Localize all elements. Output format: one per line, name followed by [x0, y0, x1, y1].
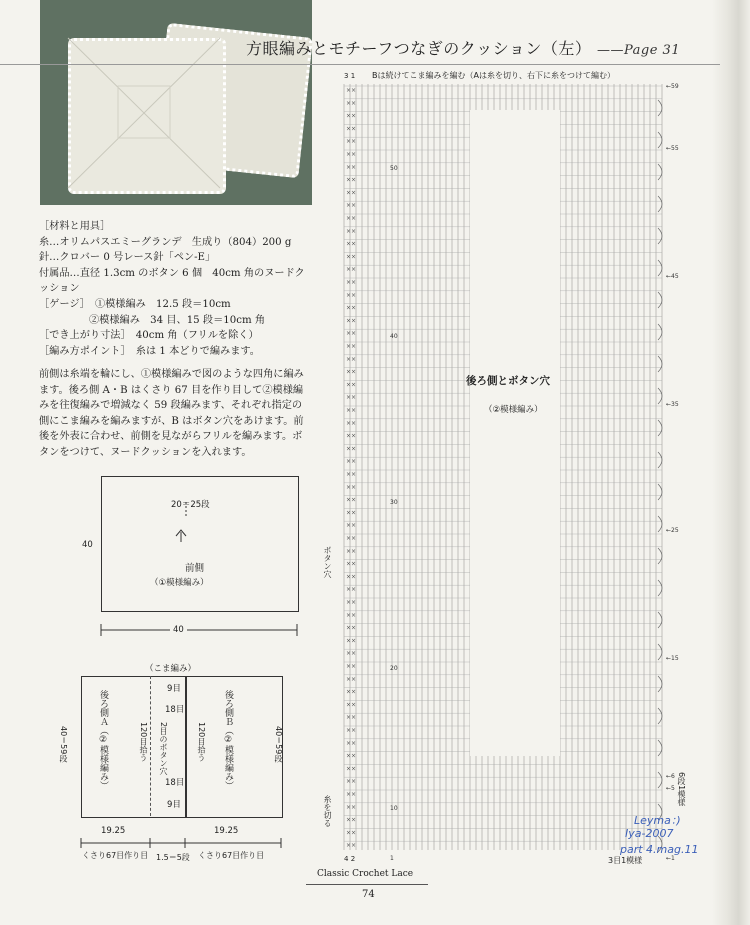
chart-stitch-mark: ××: [346, 215, 357, 222]
height-right-label: 40＝59段: [274, 726, 283, 763]
materials-accessories: 付属品…直径 1.3cm のボタン 6 個 40cm 角のヌードクッション: [39, 267, 305, 295]
chart-stitch-mark: ××: [346, 291, 357, 299]
chart-stitch-mark: ××: [346, 547, 357, 555]
chart-stitch-mark: ××: [346, 381, 357, 389]
chart-frill-arc: [658, 644, 662, 660]
front-pattern-label: （①模様編み）: [150, 578, 209, 588]
page-title: 方眼編みとモチーフつなぎのクッション（左） ——Page 31: [246, 39, 681, 58]
chart-center-subtitle: （②模様編み）: [484, 405, 543, 415]
watermark-line-2: Iya-2007: [625, 827, 674, 840]
materials-needle: 針…クロバー 0 号レース針「ペン-E」: [39, 252, 216, 264]
footer-book-title: Classic Crochet Lace: [317, 869, 414, 879]
chart-row-label: ←6: [666, 773, 675, 780]
chart-top-nums: 3 1: [344, 72, 356, 80]
chart-stitch-mark: ××: [346, 483, 357, 491]
width-b-label: 19.25: [214, 826, 239, 836]
book-spine: [712, 0, 750, 925]
pattern-repeat-label: 3目1模様: [608, 856, 643, 865]
chart-stitch-mark: ××: [346, 599, 357, 606]
chart-stitch-mark: ××: [346, 445, 357, 453]
chart-stitch-mark: ××: [346, 163, 357, 171]
chart-stitch-mark: ××: [346, 842, 357, 850]
chart-frill-arc: [658, 356, 662, 372]
points-line: ［編み方ポイント］ 糸は 1 本どりで編みます。: [39, 345, 260, 357]
chart-stitch-mark: ××: [346, 176, 357, 184]
chart-stitch-mark: ××: [346, 803, 357, 811]
mid-rows-label-1: 18目: [165, 705, 185, 715]
chart-center-panel: [470, 110, 560, 756]
materials-yarn: 糸…オリムパスエミーグランデ 生成り（804）200 g: [39, 236, 292, 248]
chart-frill-arc: [658, 708, 662, 724]
height-left-label: 40＝59段: [59, 726, 68, 763]
chart-grid-label: 50: [390, 165, 398, 172]
page-number: 74: [362, 889, 375, 900]
chart-frill-arc: [658, 324, 662, 340]
chart-stitch-mark: ××: [346, 560, 357, 568]
chart-row-label: ←59: [666, 83, 679, 90]
chart-stitch-mark: ××: [346, 202, 357, 210]
panel-b-label: 後ろ側Ｂ（②模様編み）: [223, 690, 233, 790]
chart-stitch-mark: ××: [346, 714, 357, 722]
chart-frill-arc: [658, 676, 662, 692]
chart-frill-arc: [658, 196, 662, 212]
chart-stitch-mark: ××: [346, 266, 357, 274]
cut-yarn-label: 糸を切る: [323, 795, 332, 827]
chart-stitch-mark: ××: [346, 407, 357, 414]
chart-stitch-mark: ××: [346, 151, 357, 158]
chart-grid-label: 40: [390, 333, 398, 340]
chart-row-label: ←1: [666, 855, 675, 862]
chart-grid-label: 10: [390, 805, 398, 812]
chart-grid-label: 1: [390, 855, 394, 862]
chart-frill-arc: [658, 740, 662, 756]
chart-stitch-mark: ××: [346, 637, 357, 645]
chart-stitch-mark: ××: [346, 509, 357, 517]
gauge-line-1: ［ゲージ］ ①模様編み 12.5 段＝10cm: [39, 298, 231, 310]
chart-frill-arc: [658, 388, 662, 404]
chart-stitch-mark: ××: [346, 675, 357, 683]
chart-stitch-mark: ××: [346, 317, 357, 325]
chart-stitch-mark: ××: [346, 829, 357, 837]
chart-stitch-mark: ××: [346, 791, 357, 798]
back-top-label: （こま編み）: [145, 664, 197, 674]
watermark-line-1: Leyma：): [634, 814, 681, 827]
chart-stitch-mark: ××: [346, 125, 357, 133]
front-height-label: 40: [82, 540, 93, 550]
chart-stitch-mark: ××: [346, 778, 357, 786]
chart-stitch-mark: ××: [346, 663, 357, 670]
chart-stitch-mark: ××: [346, 535, 357, 542]
chart-stitch-mark: ××: [346, 189, 357, 197]
chart-stitch-mark: ××: [346, 727, 357, 734]
chart-frill-arc: [658, 292, 662, 308]
chart-grid-label: 30: [390, 499, 398, 506]
chart-stitch-mark: ××: [346, 355, 357, 363]
front-width-dimension: [101, 620, 297, 640]
chart-grid-label: 20: [390, 665, 398, 672]
chart-stitch-mark: ××: [346, 138, 357, 146]
front-direction-arrows: [171, 502, 201, 552]
materials-heading: ［材料と用具］: [39, 221, 111, 232]
chart-stitch-mark: ××: [346, 253, 357, 261]
chart-stitch-mark: ××: [346, 394, 357, 402]
chart-frill-arc: [658, 132, 662, 148]
chart-stitch-mark: ××: [346, 432, 357, 440]
chart-stitch-mark: ××: [346, 624, 357, 632]
size-line: ［でき上がり寸法］ 40cm 角（フリルを除く）: [39, 330, 259, 342]
chart-frill-arc: [658, 772, 662, 788]
chart-frill-arc: [658, 484, 662, 500]
buttonhole-side-label: ボタン穴: [323, 546, 332, 578]
chart-stitch-mark: ××: [346, 752, 357, 760]
chart-frill-arc: [658, 100, 662, 116]
chart-stitch-mark: ××: [346, 343, 357, 350]
back-width-dimension: [81, 836, 281, 850]
chart-frill-arc: [658, 516, 662, 532]
chart-stitch-mark: ××: [346, 586, 357, 594]
chart-row-label: ←45: [666, 273, 679, 280]
chart-frill-arc: [658, 612, 662, 628]
chart-stitch-mark: ××: [346, 240, 357, 248]
chart-row-label: ←15: [666, 655, 679, 662]
panel-a-label: 後ろ側Ａ（②模様編み）: [98, 690, 108, 790]
chart-stitch-mark: ××: [346, 522, 357, 530]
title-rule: [0, 64, 720, 65]
chart-stitch-mark: ××: [346, 611, 357, 619]
front-label: 前側: [185, 563, 205, 574]
chart-row-label: ←55: [666, 145, 679, 152]
chart-stitch-mark: ××: [346, 573, 357, 581]
chart-row-label: ←25: [666, 527, 679, 534]
chart-stitch-mark: ××: [346, 739, 357, 747]
chart-frill-arc: [658, 580, 662, 596]
cushion-pattern-lines: [68, 38, 220, 188]
chart-stitch-mark: ××: [346, 279, 357, 286]
chart-frill-arc: [658, 452, 662, 468]
chart-center-title: 後ろ側とボタン穴: [466, 375, 550, 387]
front-rows-label: 20＝25段: [171, 500, 210, 510]
gauge-line-2: ②模様編み 34 目、15 段＝10cm 角: [89, 314, 266, 326]
chart-stitch-mark: ××: [346, 701, 357, 709]
chart-note: Bは続けてこま編みを編む（Aは糸を切り、右下に糸をつけて編む）: [372, 71, 615, 80]
chart-stitch-mark: ××: [346, 471, 357, 478]
chart-stitch-mark: ××: [346, 87, 357, 94]
row-repeat-label: 6段1模様: [677, 772, 686, 807]
bottom-rows-label: 9目: [167, 800, 181, 810]
footer-rule: [306, 884, 428, 885]
chart-stitch-mark: ××: [346, 688, 357, 696]
chart-frill-arc: [658, 260, 662, 276]
chart-frill-arc: [658, 164, 662, 180]
materials-block: [39, 219, 307, 359]
chart-stitch-mark: ××: [346, 419, 357, 427]
chart-frill-arc: [658, 420, 662, 436]
pickup-a-label: 120目拾う: [139, 722, 148, 762]
mid-rows-label-2: 18目: [165, 778, 185, 788]
buttonhole-label: 2目のボタン穴: [159, 722, 168, 776]
chart-bottom-nums: 4 2: [344, 855, 356, 863]
chart-stitch-mark: ××: [346, 650, 357, 658]
chart-stitch-mark: ××: [346, 765, 357, 773]
watermark-line-3: part 4.mag.11: [620, 843, 699, 856]
front-width-label: 40: [170, 625, 187, 635]
chart-stitch-mark: ××: [346, 99, 357, 107]
chain-b-label: くさり67目作り目: [198, 851, 265, 860]
chart-stitch-mark: ××: [346, 368, 357, 376]
pickup-b-label: 120目拾う: [197, 722, 206, 762]
chart-row-label: ←35: [666, 401, 679, 408]
chart-stitch-mark: ××: [346, 304, 357, 312]
instructions-text: 前側は糸端を輪にし、①模様編みで図のような四角に編みます。後ろ側 A・B はくさり 67 目を作り目して②模様編みを往復編みで増減なく 59 段編みます、それぞれ指定の側にこま編みを編みますが、B はボタン穴をあけます。前後を外表に合わせ、前側を見ながらフリルを編みます。ボタンをつけて、ヌードクッションを入れます。: [39, 369, 304, 458]
chart-stitch-mark: ××: [346, 227, 357, 235]
chain-a-label: くさり67目作り目: [82, 851, 149, 860]
chart-stitch-mark: ××: [346, 112, 357, 120]
overlap-label: 1.5＝5段: [156, 853, 190, 862]
top-rows-label: 9目: [167, 684, 181, 694]
chart-frill-arc: [658, 548, 662, 564]
chart-row-label: ←5: [666, 785, 675, 792]
chart-frill-arc: [658, 228, 662, 244]
width-a-label: 19.25: [101, 826, 126, 836]
cushion-photo: [40, 0, 312, 205]
chart-stitch-mark: ××: [346, 458, 357, 466]
chart-stitch-mark: ××: [346, 330, 357, 338]
chart-stitch-mark: ××: [346, 816, 357, 824]
chart-stitch-mark: ××: [346, 496, 357, 504]
